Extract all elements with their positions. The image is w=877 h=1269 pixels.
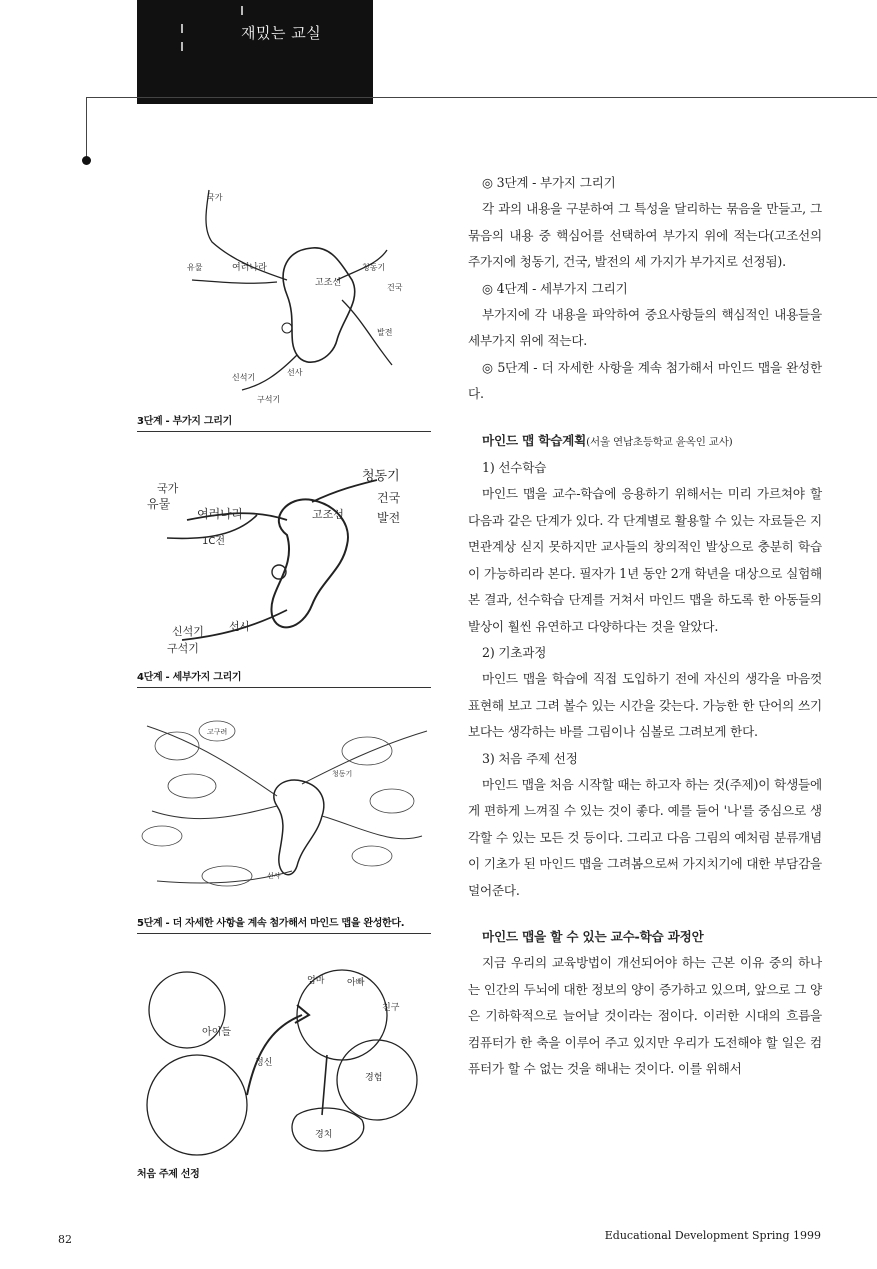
- map-label: 선사: [267, 872, 281, 880]
- tab-decoration: [181, 42, 183, 51]
- map-label: 선사: [229, 620, 251, 633]
- map-label: 유물: [147, 497, 171, 511]
- map-label: 아빠: [347, 978, 365, 988]
- map-label: 건국: [387, 283, 403, 292]
- map-label: 여러나라: [232, 263, 267, 273]
- step4-heading: ◎ 4단계 - 세부가지 그리기: [482, 280, 628, 296]
- lesson-body: 지금 우리의 교육방법이 개선되어야 하는 근본 이유 중의 하나는 인간의 두뇌에 대한 정보의 양이 증가하고 있으며, 앞으로 그 양은 기하학적으로 늘어날 것이라는 점이다. 이러한 시대의 흐름을 컴퓨터가 한 축을 이루어 주고 있지만 우리가 도전해야 할 일은 컴퓨터가 할 수 없는 것을 해내는 것이다. 이를 위해서: [468, 955, 822, 1076]
- figure-stage5: [137, 706, 431, 934]
- figure-caption: 5단계 - 더 자세한 사항을 계속 첨가해서 마인드 맵을 완성한다.: [137, 914, 431, 934]
- map-label: 발전: [377, 328, 393, 337]
- prelearning-body: 마인드 맵을 교수-학습에 응용하기 위해서는 미리 가르쳐야 할 다음과 같은 단계가 있다. 각 단계별로 활용할 수 있는 자료들은 지면관계상 싣지 못하지만 교사들의 창의적인 발상으로 충분히 학습이 가능하리라 본다. 필자가 1년 동안 2개 학년을 대상으로 실험해 본 결과, 선수학습 단계를 거쳐서 마인드 맵을 하도록 한 아동들의 발상이 훨씬 유연하고 다양하다는 것을 알았다.: [468, 486, 822, 634]
- mindmap-stage3: [137, 170, 431, 410]
- page-number: 82: [58, 1233, 72, 1246]
- tab-decoration: [181, 24, 183, 33]
- map-label: 고조선: [312, 508, 344, 521]
- map-label: 유물: [187, 263, 203, 272]
- mindmap-stage4: [137, 440, 431, 666]
- map-label: 경험: [365, 1073, 383, 1083]
- basic-course-heading: 2) 기초과정: [482, 644, 547, 660]
- header-dot: [82, 156, 91, 165]
- map-label: 청동기: [332, 770, 353, 778]
- map-label: 청동기: [362, 263, 386, 272]
- step3-body: 각 과의 내용을 구분하여 그 특성을 달리하는 묶음을 만들고, 그 묶음의 내용 중 핵심어를 선택하여 부가지 위에 적는다(고조선의 주가지에 청동기, 건국, 발전의 세 가지가 부가지로 선정됨).: [468, 201, 822, 270]
- article-column: [468, 170, 822, 1082]
- map-label: 국가: [157, 482, 179, 495]
- map-label: 발전: [377, 511, 401, 525]
- basic-course-body: 마인드 맵을 학습에 직접 도입하기 전에 자신의 생각을 마음껏 표현해 보고 그려 볼수 있는 시간을 갖는다. 가능한 한 단어의 쓰기보다는 생각하는 바를 그림이나 심볼로 그려보게 한다.: [468, 671, 822, 740]
- figure-caption: 4단계 - 세부가지 그리기: [137, 668, 431, 688]
- map-label: 아이들: [202, 1027, 231, 1038]
- map-label: 경치: [315, 1130, 333, 1140]
- map-label: 신석기: [232, 373, 256, 382]
- map-label: 구석기: [167, 642, 199, 655]
- section-label: 재밌는 교실: [241, 24, 322, 42]
- tab-decoration: [241, 6, 243, 15]
- map-label: 정신: [255, 1058, 273, 1068]
- header-drop-line: [86, 97, 87, 157]
- map-label: 엄마: [307, 976, 325, 986]
- map-label: 청동기: [362, 469, 400, 484]
- section-heading-lesson: 마인드 맵을 할 수 있는 교수-학습 과정안: [482, 928, 704, 944]
- prelearning-heading: 1) 선수학습: [482, 460, 547, 476]
- map-label: 고구려: [207, 728, 228, 736]
- figure-caption: 처음 주제 선정: [137, 1169, 200, 1180]
- map-label: 구석기: [257, 395, 281, 404]
- map-label: 국가: [207, 193, 223, 202]
- header-rule: [86, 97, 877, 98]
- first-topic-heading: 3) 처음 주제 선정: [482, 750, 578, 766]
- figure-first-topic: [137, 955, 431, 1184]
- first-topic-body: 마인드 맵을 처음 시작할 때는 하고자 하는 것(주제)이 학생들에게 편하게 느껴질 수 있는 것이 좋다. 예를 들어 '나'를 중심으로 생각할 수 있는 모든 것 등이다. 그리고 다음 그림의 예처럼 분류개념이 기초가 된 마인드 맵을 그려봄으로써 가지치기에 대한 부담감을 덜어준다.: [468, 776, 822, 898]
- step5-body: ◎ 5단계 - 더 자세한 사항을 계속 첨가해서 마인드 맵을 완성한다.: [468, 359, 822, 402]
- figure-caption: 3단계 - 부가지 그리기: [137, 412, 431, 432]
- section-tab: [137, 0, 373, 104]
- map-label: 선사: [287, 368, 303, 377]
- figure-stage4: [137, 440, 431, 688]
- map-label: 1C전: [202, 536, 226, 547]
- map-label: 여러나라: [197, 507, 244, 521]
- map-label: 신석기: [172, 625, 204, 638]
- step3-heading: ◎ 3단계 - 부가지 그리기: [482, 175, 616, 190]
- map-label: 친구: [382, 1003, 400, 1013]
- step4-body: 부가지에 각 내용을 파악하여 중요사항들의 핵심적인 내용들을 세부가지 위에 적는다.: [468, 307, 822, 349]
- mindmap-stage5: [137, 706, 431, 912]
- map-label: 고조선: [315, 278, 342, 288]
- map-label: 건국: [377, 491, 401, 505]
- figure-stage3: [137, 170, 431, 432]
- section-heading-text: 마인드 맵 학습계획: [482, 432, 587, 448]
- publication-name: Educational Development Spring 1999: [604, 1229, 821, 1242]
- section-heading-plan: [468, 428, 822, 455]
- mindmap-first-topic: [137, 955, 431, 1163]
- section-heading-note: (서울 연남초등학교 윤옥인 교사): [586, 435, 733, 448]
